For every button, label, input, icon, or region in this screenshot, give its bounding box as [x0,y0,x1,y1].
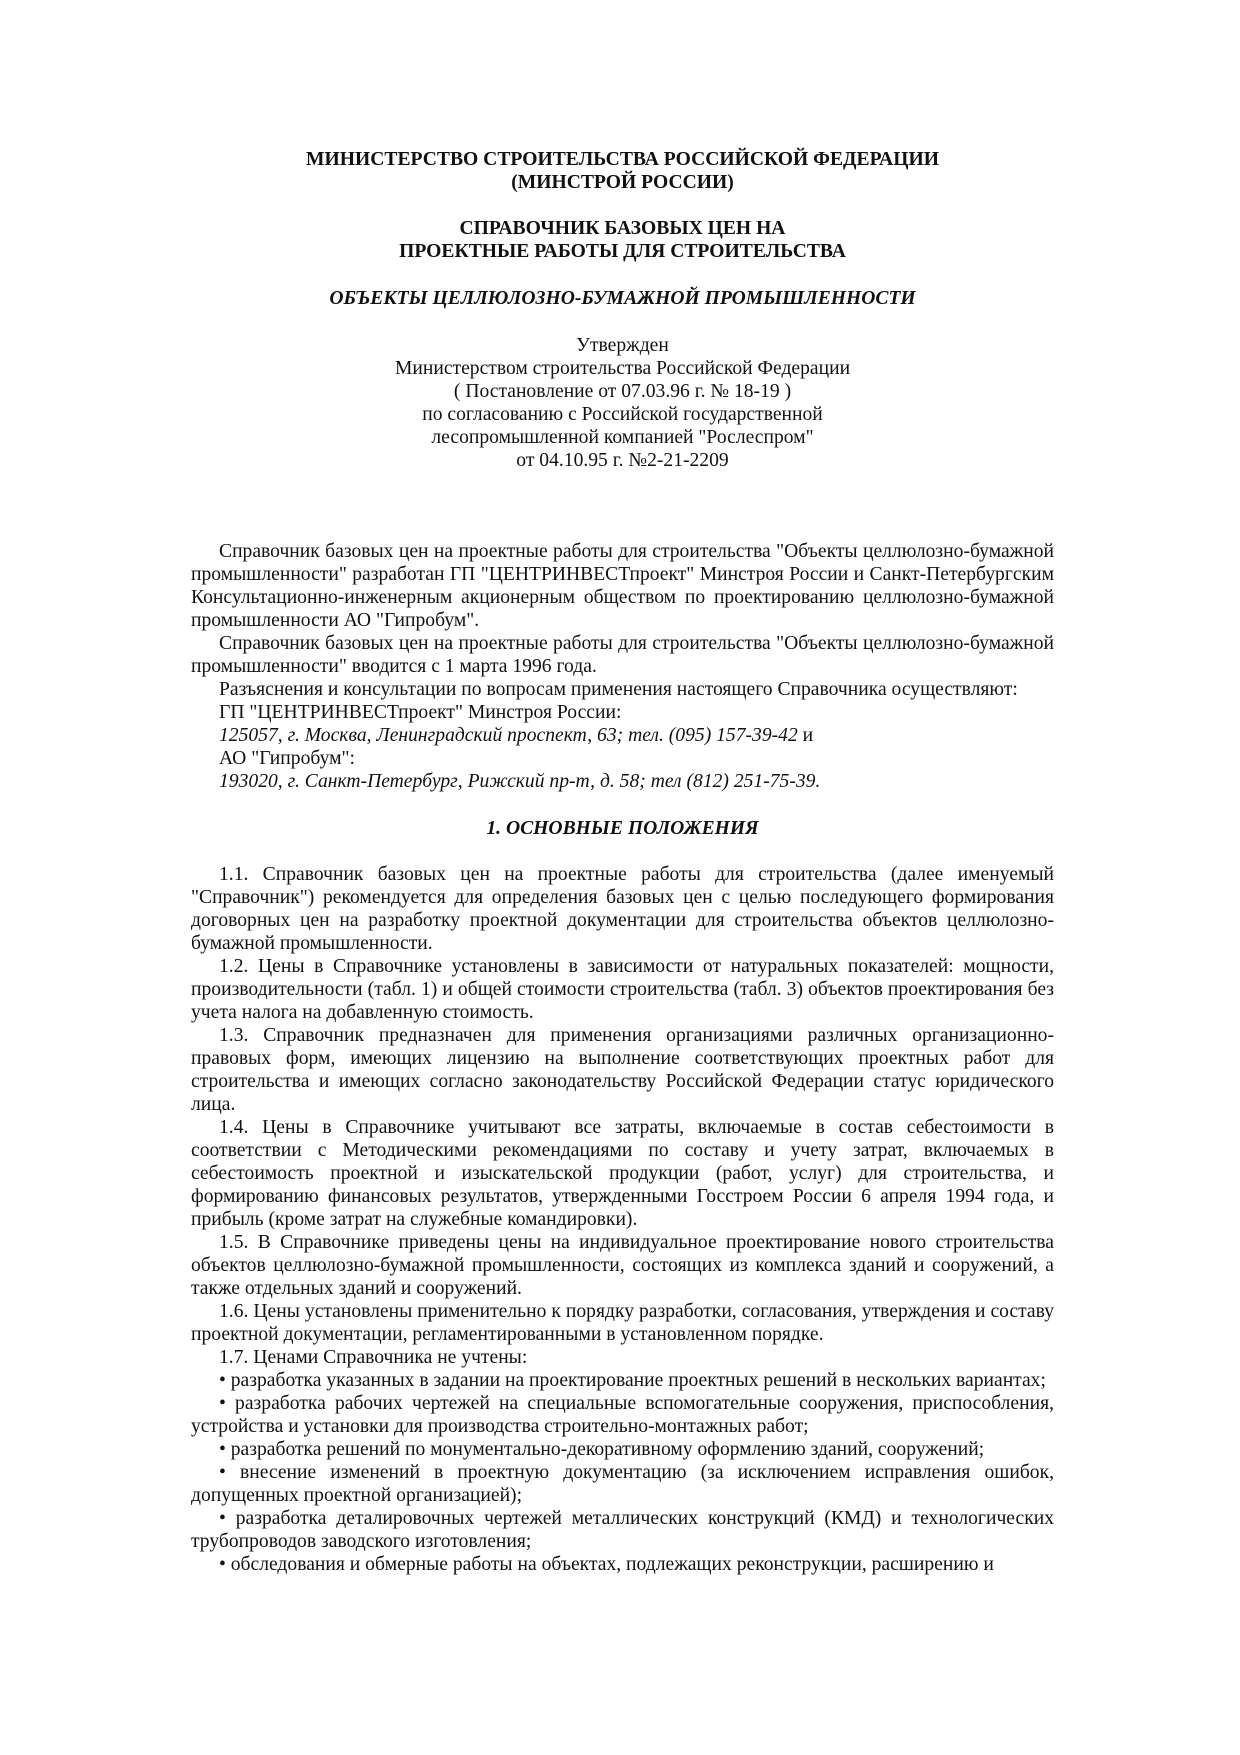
clause: 1.6. Цены установлены применительно к порядку разработки, согласования, утверждения и составу проектной документации, регламентированными в установленном порядке. [191,1301,1054,1345]
clause: 1.1. Справочник базовых цен на проектные работы для строительства (далее именуемый "Справочник") рекомендуется для определения базовых цен с целью последующего формирования договорных цен на разработку проектной документации для строительства объектов целлюлозно-бумажной промышленности. [191,864,1054,954]
address-spb: 193020, г. Санкт-Петербург, Рижский пр-т, д. 58; тел (812) 251-75-39. [219,771,821,792]
address-moscow: 125057, г. Москва, Ленинградский проспект, 63; тел. (095) 157-39-42 [219,725,798,746]
title-line-2: ПРОЕКТНЫЕ РАБОТЫ ДЛЯ СТРОИТЕЛЬСТВА [399,241,846,262]
approval-line: по согласованию с Российской государственной [422,404,823,425]
section-title: 1. ОСНОВНЫЕ ПОЛОЖЕНИЯ [486,818,759,839]
contact-org: АО "Гипробум": [219,748,355,769]
contact-org: ГП "ЦЕНТРИНВЕСТпроект" Минстроя России: [219,702,622,723]
ministry-abbrev: (МИНСТРОЙ РОССИИ) [511,172,734,193]
title-line-1: СПРАВОЧНИК БАЗОВЫХ ЦЕН НА [459,218,786,239]
contact-address [191,724,1054,747]
bullet-item: • разработка решений по монументально-декоративному оформлению зданий, сооружений; [219,1439,985,1460]
bullet-item: • внесение изменений в проектную документацию (за исключением исправления ошибок, допущенных проектной организацией); [191,1462,1054,1506]
bullet-item: • разработка указанных в задании на проектирование проектных решений в нескольких вариантах; [219,1370,1046,1391]
bullet-item: • разработка деталировочных чертежей металлических конструкций (КМД) и технологических трубопроводов заводского изготовления; [191,1508,1054,1552]
document-subject: ОБЪЕКТЫ ЦЕЛЛЮЛОЗНО-БУМАЖНОЙ ПРОМЫШЛЕННОСТИ [329,288,916,309]
intro-paragraph: Справочник базовых цен на проектные работы для строительства "Объекты целлюлозно-бумажной промышленности" разработан ГП "ЦЕНТРИНВЕСТпроект" Минстроя России и Санкт-Петербургским Консультационно-инженерным акционерным обществом по проектированию целлюлозно-бумажной промышленности АО "Гипробум". [191,541,1054,631]
ministry-name: МИНИСТЕРСТВО СТРОИТЕЛЬСТВА РОССИЙСКОЙ ФЕДЕРАЦИИ [306,149,939,170]
address-conjunction: и [797,725,814,746]
clause: 1.5. В Справочнике приведены цены на индивидуальное проектирование нового строительства объектов целлюлозно-бумажной промышленности, состоящих из комплекса зданий и сооружений, а также отдельных зданий и сооружений. [191,1232,1054,1299]
intro-section [191,540,1054,793]
ministry-heading [191,148,1054,194]
approval-line: Министерством строительства Российской Федерации [394,358,851,379]
clause: 1.3. Справочник предназначен для применения организациями различных организационно-правовых форм, имеющих лицензию на выполнение соответствующих проектных работ для строительства и имеющих согласно законодательству Российской Федерации статус юридического лица. [191,1025,1054,1115]
intro-paragraph: Справочник базовых цен на проектные работы для строительства "Объекты целлюлозно-бумажной промышленности" вводится с 1 марта 1996 года. [191,633,1054,677]
section-body [191,863,1054,1576]
approval-block [191,334,1054,472]
approval-line: ( Постановление от 07.03.96 г. № 18-19 ) [453,381,792,402]
clause: 1.4. Цены в Справочнике учитывают все затраты, включаемые в состав себестоимости в соответствии с Методическими рекомендациями по составу и учету затрат, включаемых в себестоимость проектной и изыскательской продукции (работ, услуг) для строительства, и формированию финансовых результатов, утвержденными Госстроем России 6 апреля 1994 года, и прибыль (кроме затрат на служебные командировки). [191,1117,1054,1230]
clause: 1.2. Цены в Справочнике установлены в зависимости от натуральных показателей: мощности, производительности (табл. 1) и общей стоимости строительства (табл. 3) объектов проектирования без учета налога на добавленную стоимость. [191,956,1054,1023]
bullet-item: • обследования и обмерные работы на объектах, подлежащих реконструкции, расширению и [219,1554,994,1575]
bullet-item: • разработка рабочих чертежей на специальные вспомогательные сооружения, приспособления, устройства и установки для производства строительно-монтажных работ; [191,1393,1054,1437]
document-title [191,217,1054,263]
approval-line: от 04.10.95 г. №2-21-2209 [516,450,729,471]
clause: 1.7. Ценами Справочника не учтены: [219,1347,528,1368]
approval-line: Утвержден [576,335,669,356]
approval-line: лесопромышленной компанией "Рослеспром" [431,427,814,448]
intro-paragraph: Разъяснения и консультации по вопросам применения настоящего Справочника осуществляют: [219,679,1018,700]
